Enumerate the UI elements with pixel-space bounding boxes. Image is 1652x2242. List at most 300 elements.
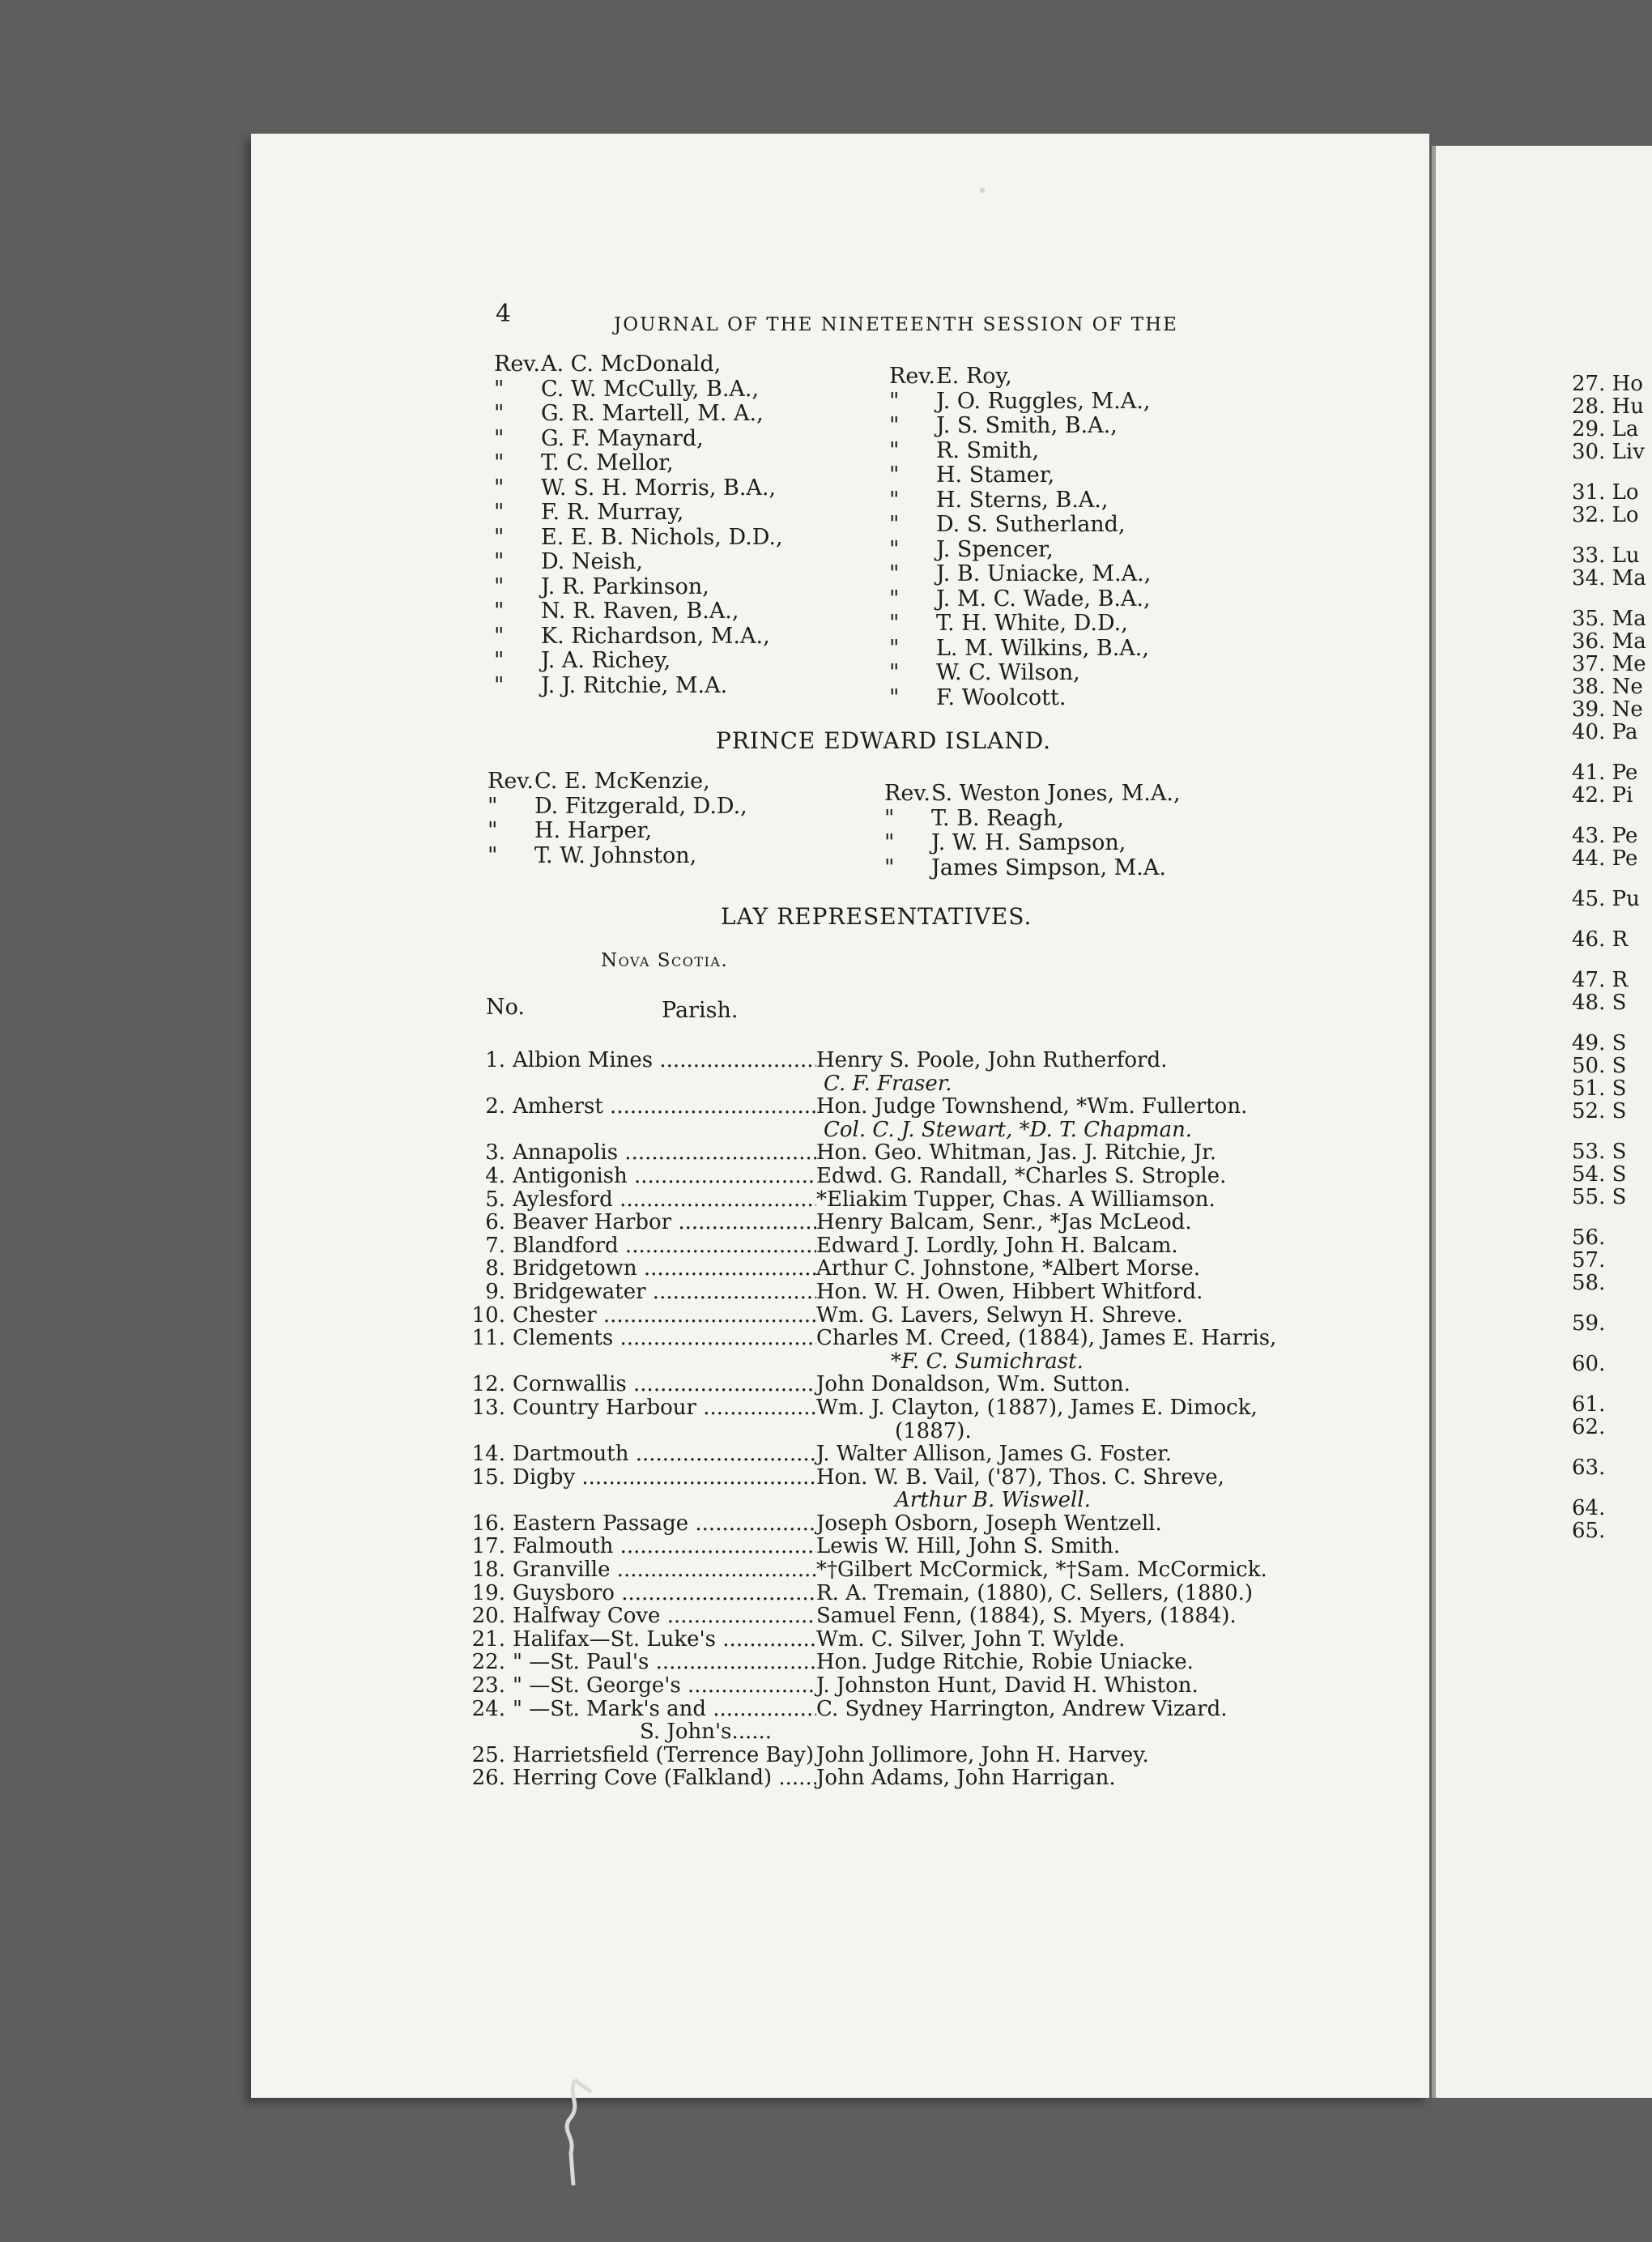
parish-row (470, 1466, 1393, 1490)
parish-number: 8. (485, 1256, 505, 1281)
minister-prefix: " (884, 830, 895, 855)
page-number: 4 (496, 300, 512, 328)
minister-name: T. C. Mellor, (541, 450, 674, 475)
minister-entry (494, 427, 783, 452)
next-page-entry: 54. S (1572, 1163, 1627, 1186)
parish-representatives: *Eliakim Tupper, Chas. A Williamson. (816, 1187, 1216, 1212)
next-page-entry: 35. Ma (1572, 607, 1646, 630)
minister-name: G. F. Maynard, (541, 425, 704, 451)
nova-scotia-heading: Nova Scotia. (601, 950, 729, 971)
parish-name (513, 1674, 816, 1698)
parish-representatives: Edwd. G. Randall, *Charles S. Strople. (816, 1163, 1227, 1188)
parish-name (513, 1628, 816, 1652)
minister-entry (889, 414, 1151, 439)
next-page-entry: 55. S (1572, 1186, 1627, 1208)
parish-number: 25. (471, 1742, 505, 1767)
parish-name-text: Guysboro ..... (513, 1582, 816, 1605)
minister-name: J. A. Richey, (541, 648, 671, 673)
next-page-entry: 59. (1572, 1312, 1606, 1335)
parish-name-text: Chester ..... (513, 1304, 816, 1328)
parish-table (470, 1049, 1393, 1790)
minister-entry (889, 513, 1151, 538)
parish-representatives: Wm. G. Lavers, Selwyn H. Shreve. (816, 1302, 1183, 1328)
speck-mark (980, 188, 985, 193)
minister-name: D. Fitzgerald, D.D., (534, 793, 747, 819)
minister-entry (494, 575, 783, 600)
minister-entry (889, 661, 1151, 686)
parish-number: 9. (485, 1279, 505, 1304)
parish-name (513, 1466, 816, 1490)
representatives-continuation: (1887). (895, 1418, 972, 1443)
parish-name (513, 1698, 816, 1721)
minister-entry (488, 769, 747, 795)
minister-name: H. Sterns, B.A., (936, 487, 1109, 513)
parish-name (513, 1327, 816, 1350)
minister-entry (494, 501, 783, 526)
minister-prefix: " (889, 413, 900, 438)
parish-name-text: " —St. Mark's and ..... (513, 1698, 816, 1721)
pei-heading: PRINCE EDWARD ISLAND. (716, 727, 1052, 754)
parish-name (513, 1211, 816, 1234)
parish-name-text: Dartmouth ..... (513, 1443, 816, 1466)
parish-representatives: R. A. Tremain, (1880), C. Sellers, (1880.) (816, 1580, 1254, 1605)
next-page-entry: 47. R (1572, 969, 1629, 991)
minister-entry (494, 377, 783, 403)
minister-entry (889, 439, 1151, 464)
parish-representatives: Henry S. Poole, John Rutherford. (816, 1048, 1168, 1072)
running-title: JOURNAL OF THE NINETEENTH SESSION OF THE (614, 314, 1178, 335)
parish-row (470, 1535, 1393, 1558)
minister-prefix: Rev. (488, 769, 534, 794)
parish-number: 26. (471, 1766, 505, 1791)
ministers-right-column (889, 364, 1151, 710)
representatives-continuation: C. F. Fraser. (824, 1071, 952, 1096)
minister-prefix: " (889, 561, 900, 586)
parish-number: 3. (485, 1140, 505, 1166)
next-page-entry: 51. S (1572, 1077, 1627, 1100)
minister-name: D. Neish, (541, 549, 643, 574)
next-page-entry: 30. Liv (1572, 441, 1645, 463)
next-page-entry: 53. S (1572, 1140, 1627, 1163)
parish-representatives: Joseph Osborn, Joseph Wentzell. (816, 1511, 1162, 1536)
parish-number: 18. (471, 1558, 505, 1583)
minister-name: F. Woolcott. (936, 684, 1067, 710)
minister-name: K. Richardson, M.A., (541, 623, 770, 649)
minister-entry (488, 819, 747, 844)
parish-number: 1. (485, 1048, 505, 1072)
minister-name: J. B. Uniacke, M.A., (936, 561, 1152, 586)
parish-representatives: Arthur C. Johnstone, *Albert Morse. (816, 1256, 1200, 1281)
next-page-entry: 48. S (1572, 991, 1627, 1014)
parish-row (470, 1095, 1393, 1119)
parish-representatives: Hon. Judge Townshend, *Wm. Fullerton. (816, 1094, 1248, 1119)
minister-entry (884, 856, 1181, 881)
minister-name: E. Roy, (936, 364, 1012, 389)
parish-name (513, 1443, 816, 1466)
minister-entry (889, 488, 1151, 514)
parish-name-text: Herring Cove (Falkland) ..... (513, 1767, 816, 1790)
parish-representatives: J. Walter Allison, James G. Foster. (816, 1442, 1172, 1467)
parish-row (470, 1373, 1393, 1396)
minister-prefix: " (889, 388, 900, 414)
parish-representatives: Hon. Judge Ritchie, Robie Uniacke. (816, 1650, 1194, 1675)
minister-prefix: " (488, 818, 498, 843)
parish-representatives: Charles M. Creed, (1884), James E. Harris, (816, 1326, 1277, 1351)
parish-name-text: Beaver Harbor ..... (513, 1211, 816, 1234)
minister-prefix: " (494, 623, 505, 649)
minister-entry (889, 612, 1151, 637)
next-page-entry: 60. (1572, 1353, 1606, 1375)
minister-entry (884, 807, 1181, 832)
parish-name (513, 1767, 816, 1790)
next-page-entry: 42. Pi (1572, 784, 1633, 807)
parish-name (513, 1165, 816, 1188)
minister-prefix: " (494, 573, 505, 599)
parish-number: 10. (471, 1302, 505, 1328)
parish-name-text: Granville ..... (513, 1558, 816, 1582)
parish-name-text: Bridgewater ..... (513, 1281, 816, 1304)
ministers-left-column (494, 352, 783, 698)
parish-representatives: Edward J. Lordly, John H. Balcam. (816, 1233, 1178, 1258)
parish-row (470, 1141, 1393, 1165)
minister-name: R. Smith, (936, 437, 1040, 463)
minister-name: J. M. C. Wade, B.A., (936, 586, 1151, 612)
minister-name: James Simpson, M.A. (931, 855, 1166, 880)
minister-entry (488, 844, 747, 869)
minister-prefix: " (889, 437, 900, 463)
next-page-entry: 31. Lo (1572, 481, 1639, 504)
parish-representatives: Samuel Fenn, (1884), S. Myers, (1884). (816, 1604, 1237, 1629)
minister-prefix: Rev. (494, 352, 540, 377)
minister-prefix: " (494, 450, 505, 475)
parish-number: 6. (485, 1210, 505, 1235)
minister-prefix: " (494, 549, 505, 574)
next-page-entry: 61. (1572, 1393, 1606, 1416)
parish-row (470, 1698, 1393, 1721)
parish-name-text: Annapolis ..... (513, 1141, 816, 1165)
next-page-entry: 27. Ho (1572, 373, 1643, 395)
minister-prefix: " (889, 660, 900, 685)
minister-prefix: " (494, 672, 505, 698)
parish-row (470, 1582, 1393, 1605)
parish-row (470, 1767, 1393, 1790)
minister-prefix: " (494, 599, 505, 624)
next-page-entry: 58. (1572, 1272, 1606, 1294)
minister-prefix: " (494, 425, 505, 451)
parish-name (513, 1141, 816, 1165)
next-page-entry: 44. Pe (1572, 847, 1638, 870)
next-page-entry: 33. Lu (1572, 544, 1640, 567)
minister-entry (494, 352, 783, 377)
minister-entry (488, 795, 747, 820)
parish-name-text: Falmouth ..... (513, 1535, 816, 1558)
parish-row (470, 1651, 1393, 1674)
parish-number: 5. (485, 1187, 505, 1212)
pei-right-column (884, 782, 1181, 880)
parish-number: 23. (471, 1673, 505, 1699)
parish-name (513, 1582, 816, 1605)
parish-row (470, 1558, 1393, 1582)
minister-name: T. W. Johnston, (534, 842, 697, 868)
parish-name (513, 1049, 816, 1072)
parish-name-text: " —St. Paul's ..... (513, 1651, 816, 1674)
next-page-entry: 36. Ma (1572, 630, 1646, 653)
parish-representatives: C. Sydney Harrington, Andrew Vizard. (816, 1696, 1228, 1721)
minister-entry (889, 538, 1151, 563)
minister-name: J. Spencer, (936, 536, 1054, 562)
representatives-continuation: Col. C. J. Stewart, *D. T. Chapman. (824, 1117, 1193, 1142)
minister-entry (494, 550, 783, 575)
parish-row (470, 1744, 1393, 1767)
minister-entry (494, 599, 783, 624)
minister-entry (494, 451, 783, 476)
parish-number: 16. (471, 1511, 505, 1536)
parish-row (470, 1165, 1393, 1188)
parish-name-text: Harrietsfield (Terrence Bay) (513, 1743, 814, 1767)
minister-entry (494, 649, 783, 674)
minister-prefix: " (889, 512, 900, 537)
parish-name (513, 1095, 816, 1119)
minister-prefix: " (494, 648, 505, 673)
next-page-entry: 63. (1572, 1456, 1606, 1479)
minister-prefix: " (889, 635, 900, 661)
parish-representatives: Henry Balcam, Senr., *Jas McLeod. (816, 1210, 1192, 1235)
parish-name (513, 1512, 816, 1536)
minister-name: S. Weston Jones, M.A., (931, 781, 1181, 806)
parish-representatives: Hon. Geo. Whitman, Jas. J. Ritchie, Jr. (816, 1140, 1217, 1166)
next-page-entry: 39. Ne (1572, 698, 1643, 721)
parish-row (470, 1257, 1393, 1281)
minister-name: N. R. Raven, B.A., (541, 599, 739, 624)
representatives-continuation: Arthur B. Wiswell. (895, 1488, 1091, 1513)
column-parish-heading: Parish. (662, 998, 739, 1023)
minister-entry (889, 587, 1151, 612)
minister-name: W. C. Wilson, (936, 660, 1080, 685)
parish-number: 12. (471, 1372, 505, 1397)
representatives-continuation: *F. C. Sumichrast. (891, 1349, 1084, 1374)
parish-name-text: Country Harbour ..... (513, 1396, 816, 1420)
minister-prefix: " (889, 684, 900, 710)
minister-name: L. M. Wilkins, B.A., (936, 635, 1149, 661)
parish-name-text: Bridgetown ..... (513, 1257, 816, 1281)
parish-name (513, 1535, 816, 1558)
parish-number: 24. (471, 1696, 505, 1721)
parish-representatives: Wm. J. Clayton, (1887), James E. Dimock, (816, 1395, 1258, 1420)
parish-representatives: John Donaldson, Wm. Sutton. (816, 1372, 1130, 1397)
parish-name-text: Clements ..... (513, 1327, 816, 1350)
minister-name: H. Stamer, (936, 462, 1055, 488)
minister-name: C. W. McCully, B.A., (541, 376, 760, 402)
parish-name-text: Halfway Cove ..... (513, 1605, 816, 1628)
next-page-entry: 34. Ma (1572, 567, 1646, 590)
parish-number: 13. (471, 1395, 505, 1420)
minister-entry (889, 637, 1151, 662)
parish-representatives: Lewis W. Hill, John S. Smith. (816, 1534, 1121, 1559)
next-page-entry: 65. (1572, 1520, 1606, 1542)
next-page-entry: 41. Pe (1572, 761, 1638, 784)
minister-entry (889, 562, 1151, 587)
lay-heading: LAY REPRESENTATIVES. (721, 903, 1032, 930)
minister-name: J. S. Smith, B.A., (936, 413, 1118, 438)
parish-name (513, 1188, 816, 1212)
minister-prefix: " (884, 805, 895, 831)
minister-entry (889, 463, 1151, 488)
next-page-entry: 37. Me (1572, 653, 1646, 676)
parish-row (470, 1512, 1393, 1536)
parish-name (513, 1651, 816, 1674)
minister-name: J. R. Parkinson, (541, 573, 709, 599)
minister-entry (889, 390, 1151, 415)
parish-representatives: Hon. W. H. Owen, Hibbert Whitford. (816, 1279, 1203, 1304)
minister-entry (884, 831, 1181, 856)
parish-row (470, 1234, 1393, 1258)
next-page-entry: 56. (1572, 1226, 1606, 1249)
parish-name-text: Eastern Passage ..... (513, 1512, 816, 1536)
minister-entry (889, 364, 1151, 390)
parish-name-text: Amherst ..... (513, 1095, 816, 1119)
parish-name-text: Albion Mines ..... (513, 1049, 816, 1072)
parish-row (470, 1327, 1393, 1350)
next-page-entry: 32. Lo (1572, 504, 1639, 526)
minister-name: C. E. McKenzie, (534, 769, 710, 794)
minister-name: J. W. H. Sampson, (931, 830, 1126, 855)
parish-row (470, 1674, 1393, 1698)
parish-name (513, 1373, 816, 1396)
parish-number: 14. (471, 1442, 505, 1467)
parish-number: 15. (471, 1464, 505, 1490)
parish-name-text: Antigonish ..... (513, 1165, 816, 1188)
parish-name-text: Cornwallis ..... (513, 1373, 816, 1396)
minister-prefix: " (889, 462, 900, 488)
minister-entry (494, 402, 783, 427)
parish-number: 4. (485, 1163, 505, 1188)
minister-prefix: " (889, 586, 900, 612)
parish-name (513, 1744, 816, 1767)
next-page-entry: 52. S (1572, 1100, 1627, 1123)
column-no-heading: No. (486, 995, 525, 1020)
minister-entry (884, 782, 1181, 807)
parish-name-continuation: S. John's...... (640, 1720, 773, 1745)
parish-number: 21. (471, 1626, 505, 1652)
minister-prefix: " (884, 855, 895, 880)
minister-name: J. O. Ruggles, M.A., (936, 388, 1151, 414)
minister-name: E. E. B. Nichols, D.D., (541, 524, 783, 550)
pei-left-column (488, 769, 747, 868)
minister-name: W. S. H. Morris, B.A., (541, 475, 777, 501)
minister-name: J. J. Ritchie, M.A. (541, 672, 728, 698)
next-page-entry: 57. (1572, 1249, 1606, 1272)
parish-name (513, 1396, 816, 1420)
minister-prefix: " (488, 842, 498, 868)
parish-representatives: Hon. W. B. Vail, ('87), Thos. C. Shreve, (816, 1464, 1224, 1490)
minister-name: T. H. White, D.D., (936, 611, 1128, 636)
next-page-entry: 40. Pa (1572, 721, 1638, 744)
minister-name: T. B. Reagh, (931, 805, 1064, 831)
scratch-mark (551, 2072, 599, 2193)
parish-representatives: J. Johnston Hunt, David H. Whiston. (816, 1673, 1199, 1699)
minister-prefix: Rev. (889, 364, 935, 389)
parish-representatives: John Adams, John Harrigan. (816, 1766, 1116, 1791)
next-page-entry: 62. (1572, 1416, 1606, 1439)
minister-entry (494, 476, 783, 501)
parish-number: 19. (471, 1580, 505, 1605)
next-page-fragments (1572, 373, 1646, 1542)
parish-name (513, 1234, 816, 1258)
parish-name-text: Digby ..... (513, 1466, 816, 1490)
minister-entry (889, 686, 1151, 711)
minister-prefix: " (889, 611, 900, 636)
parish-name (513, 1558, 816, 1582)
minister-name: A. C. McDonald, (541, 352, 722, 377)
next-page-entry: 50. S (1572, 1055, 1627, 1077)
minister-name: D. S. Sutherland, (936, 512, 1126, 537)
parish-name (513, 1257, 816, 1281)
parish-name-text: Blandford ..... (513, 1234, 816, 1258)
minister-prefix: " (494, 500, 505, 525)
next-page-entry: 49. S (1572, 1032, 1627, 1055)
next-page-edge (1432, 146, 1652, 2098)
minister-name: F. R. Murray, (541, 500, 684, 525)
minister-prefix: " (889, 487, 900, 513)
parish-row (470, 1396, 1393, 1420)
parish-representatives: John Jollimore, John H. Harvey. (816, 1742, 1149, 1767)
parish-row (470, 1304, 1393, 1328)
parish-name (513, 1605, 816, 1628)
minister-prefix: " (494, 401, 505, 426)
next-page-entry: 64. (1572, 1497, 1606, 1520)
minister-prefix: " (494, 524, 505, 550)
parish-row (470, 1188, 1393, 1212)
parish-row (470, 1281, 1393, 1304)
minister-name: H. Harper, (534, 818, 653, 843)
minister-entry (494, 624, 783, 650)
parish-number: 7. (485, 1233, 505, 1258)
next-page-entry: 46. R (1572, 928, 1629, 951)
parish-row (470, 1628, 1393, 1652)
minister-entry (494, 526, 783, 551)
parish-number: 2. (485, 1094, 505, 1119)
minister-entry (494, 674, 783, 699)
minister-prefix: " (494, 376, 505, 402)
document-page (251, 134, 1429, 2098)
parish-name-text: Halifax—St. Luke's ..... (513, 1628, 816, 1652)
next-page-entry: 43. Pe (1572, 825, 1638, 847)
minister-prefix: " (494, 475, 505, 501)
parish-name (513, 1304, 816, 1328)
parish-representatives: Wm. C. Silver, John T. Wylde. (816, 1626, 1126, 1652)
minister-name: G. R. Martell, M. A., (541, 401, 764, 426)
parish-number: 17. (471, 1534, 505, 1559)
parish-name-text: Aylesford ..... (513, 1188, 816, 1212)
parish-row (470, 1605, 1393, 1628)
parish-row (470, 1049, 1393, 1072)
parish-name (513, 1281, 816, 1304)
next-page-entry: 28. Hu (1572, 395, 1645, 418)
parish-number: 11. (471, 1326, 505, 1351)
parish-representatives: *†Gilbert McCormick, *†Sam. McCormick. (816, 1558, 1267, 1583)
parish-row (470, 1443, 1393, 1466)
parish-name-text: " —St. George's ..... (513, 1674, 816, 1698)
minister-prefix: " (488, 793, 498, 819)
parish-number: 20. (471, 1604, 505, 1629)
parish-number: 22. (471, 1650, 505, 1675)
next-page-entry: 45. Pu (1572, 888, 1640, 910)
parish-row (470, 1211, 1393, 1234)
next-page-entry: 38. Ne (1572, 676, 1643, 698)
minister-prefix: " (889, 536, 900, 562)
next-page-entry: 29. La (1572, 418, 1639, 441)
minister-prefix: Rev. (884, 781, 930, 806)
